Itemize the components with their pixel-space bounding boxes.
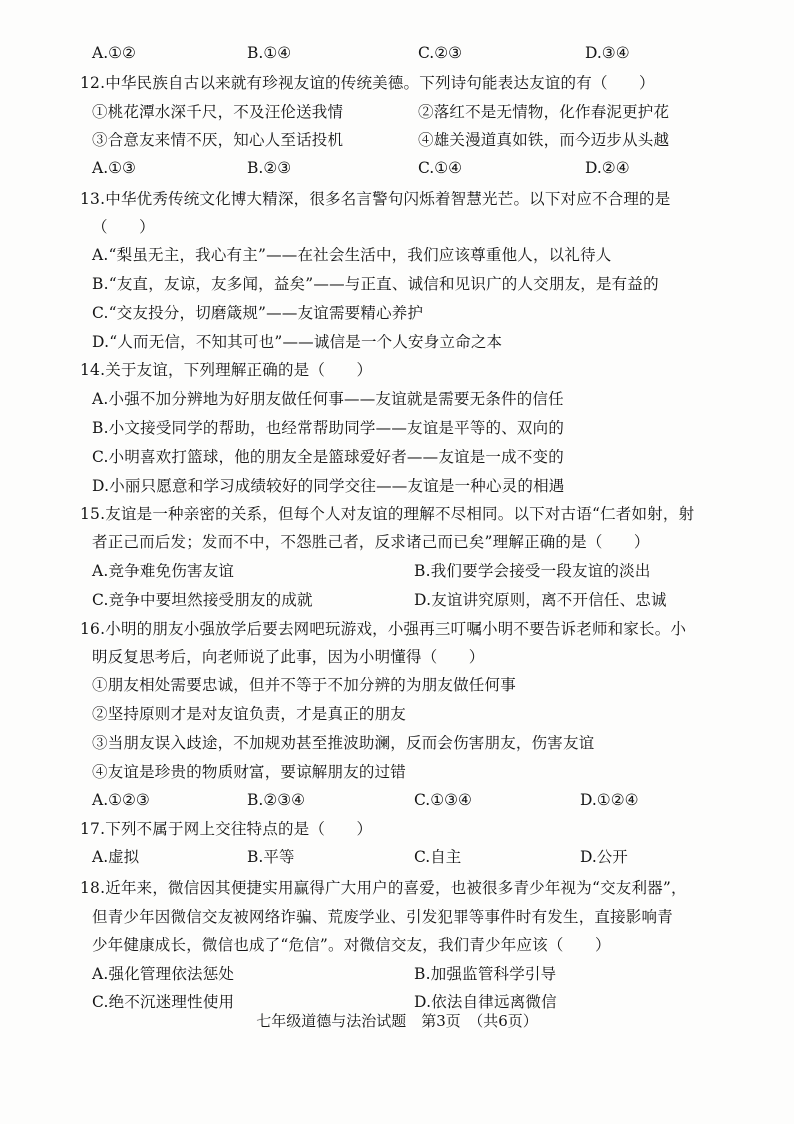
q18-option-d: D.依法自律远离微信 xyxy=(414,993,557,1011)
q12-option-a: A.①③ xyxy=(92,159,136,177)
q17-option-a: A.虚拟 xyxy=(92,848,140,866)
page-footer: 七年级道德与法治试题 第3页 （共6页） xyxy=(256,1012,538,1030)
q12-item-3: ③合意友来情不厌，知心人至话投机 xyxy=(92,131,344,149)
q17-option-c: C.自主 xyxy=(414,848,462,866)
q13-option-a: A.“梨虽无主，我心有主”——在社会生活中，我们应该尊重他人，以礼待人 xyxy=(92,246,612,264)
q14-stem: 14.关于友谊，下列理解正确的是（ ） xyxy=(80,361,373,379)
q16-item-2: ②坚持原则才是对友谊负责，才是真正的朋友 xyxy=(92,705,407,723)
q18-stem-line-2: 但青少年因微信交友被网络诈骗、荒废学业、引发犯罪等事件时有发生，直接影响青 xyxy=(92,908,673,926)
q16-stem-line-1: 16.小明的朋友小强放学后要去网吧玩游戏，小强再三叮嘱小明不要告诉老师和家长。小 xyxy=(80,620,687,638)
q11-option-a: A.①② xyxy=(92,44,136,62)
q16-item-4: ④友谊是珍贵的物质财富，要谅解朋友的过错 xyxy=(92,763,407,781)
q18-option-b: B.加强监管科学引导 xyxy=(414,965,557,983)
q13-option-b: B.“友直，友谅，友多闻，益矣”——与正直、诚信和见识广的人交朋友，是有益的 xyxy=(92,275,659,293)
q16-option-a: A.①②③ xyxy=(92,791,150,809)
q17-option-d: D.公开 xyxy=(580,848,628,866)
q11-option-c: C.②③ xyxy=(418,44,463,62)
q15-option-c: C.竞争中要坦然接受朋友的成就 xyxy=(92,591,313,609)
q16-option-b: B.②③④ xyxy=(247,791,306,809)
q16-item-3: ③当朋友误入歧途，不加规劝甚至推波助澜，反而会伤害朋友，伤害友谊 xyxy=(92,734,595,752)
q15-option-a: A.竞争难免伤害友谊 xyxy=(92,562,235,580)
q15-stem-line-1: 15.友谊是一种亲密的关系，但每个人对友谊的理解不尽相同。以下对古语“仁者如射，射 xyxy=(80,505,695,523)
q18-option-c: C.绝不沉迷理性使用 xyxy=(92,993,235,1011)
q14-option-d: D.小丽只愿意和学习成绩较好的同学交往——友谊是一种心灵的相遇 xyxy=(92,477,565,495)
q13-stem-line-1: 13.中华优秀传统文化博大精深，很多名言警句闪烁着智慧光芒。以下对应不合理的是 xyxy=(80,190,671,208)
q13-stem-line-2: （ ） xyxy=(92,218,155,236)
q15-stem-line-2: 者正己而后发；发而不中，不怨胜己者，反求诸己而已矣”理解正确的是（ ） xyxy=(92,533,650,551)
q12-option-c: C.①④ xyxy=(418,159,463,177)
q15-option-b: B.我们要学会接受一段友谊的淡出 xyxy=(414,562,651,580)
q14-option-b: B.小文接受同学的帮助，也经常帮助同学——友谊是平等的、双向的 xyxy=(92,419,565,437)
q12-item-4: ④雄关漫道真如铁，而今迈步从头越 xyxy=(418,131,670,149)
q16-stem-line-2: 明反复思考后，向老师说了此事，因为小明懂得（ ） xyxy=(92,648,485,666)
q12-stem: 12.中华民族自古以来就有珍视友谊的传统美德。下列诗句能表达友谊的有（ ） xyxy=(80,74,655,92)
q16-item-1: ①朋友相处需要忠诚，但并不等于不加分辨的为朋友做任何事 xyxy=(92,676,516,694)
q18-stem-line-1: 18.近年来，微信因其便捷实用赢得广大用户的喜爱，也被很多青少年视为“交友利器”， xyxy=(80,879,687,897)
q12-option-b: B.②③ xyxy=(247,159,292,177)
q12-option-d: D.②④ xyxy=(585,159,630,177)
q17-stem: 17.下列不属于网上交往特点的是（ ） xyxy=(80,820,373,838)
q14-option-a: A.小强不加分辨地为好朋友做任何事——友谊就是需要无条件的信任 xyxy=(92,390,564,408)
q11-option-b: B.①④ xyxy=(247,44,292,62)
q16-option-d: D.①②④ xyxy=(580,791,639,809)
q18-stem-line-3: 少年健康成长，微信也成了“危信”。对微信交友，我们青少年应该（ ） xyxy=(92,936,611,954)
q14-option-c: C.小明喜欢打篮球，他的朋友全是篮球爱好者——友谊是一成不变的 xyxy=(92,448,564,466)
q15-option-d: D.友谊讲究原则，离不开信任、忠诚 xyxy=(414,591,667,609)
q17-option-b: B.平等 xyxy=(247,848,295,866)
q18-option-a: A.强化管理依法惩处 xyxy=(92,965,235,983)
q16-option-c: C.①③④ xyxy=(414,791,472,809)
q13-option-d: D.“人而无信，不知其可也”——诚信是一个人安身立命之本 xyxy=(92,333,503,351)
q13-option-c: C.“交友投分，切磨箴规”——友谊需要精心养护 xyxy=(92,304,424,322)
q12-item-1: ①桃花潭水深千尺，不及汪伦送我情 xyxy=(92,103,344,121)
q12-item-2: ②落红不是无情物，化作春泥更护花 xyxy=(418,103,670,121)
q11-option-d: D.③④ xyxy=(585,44,630,62)
